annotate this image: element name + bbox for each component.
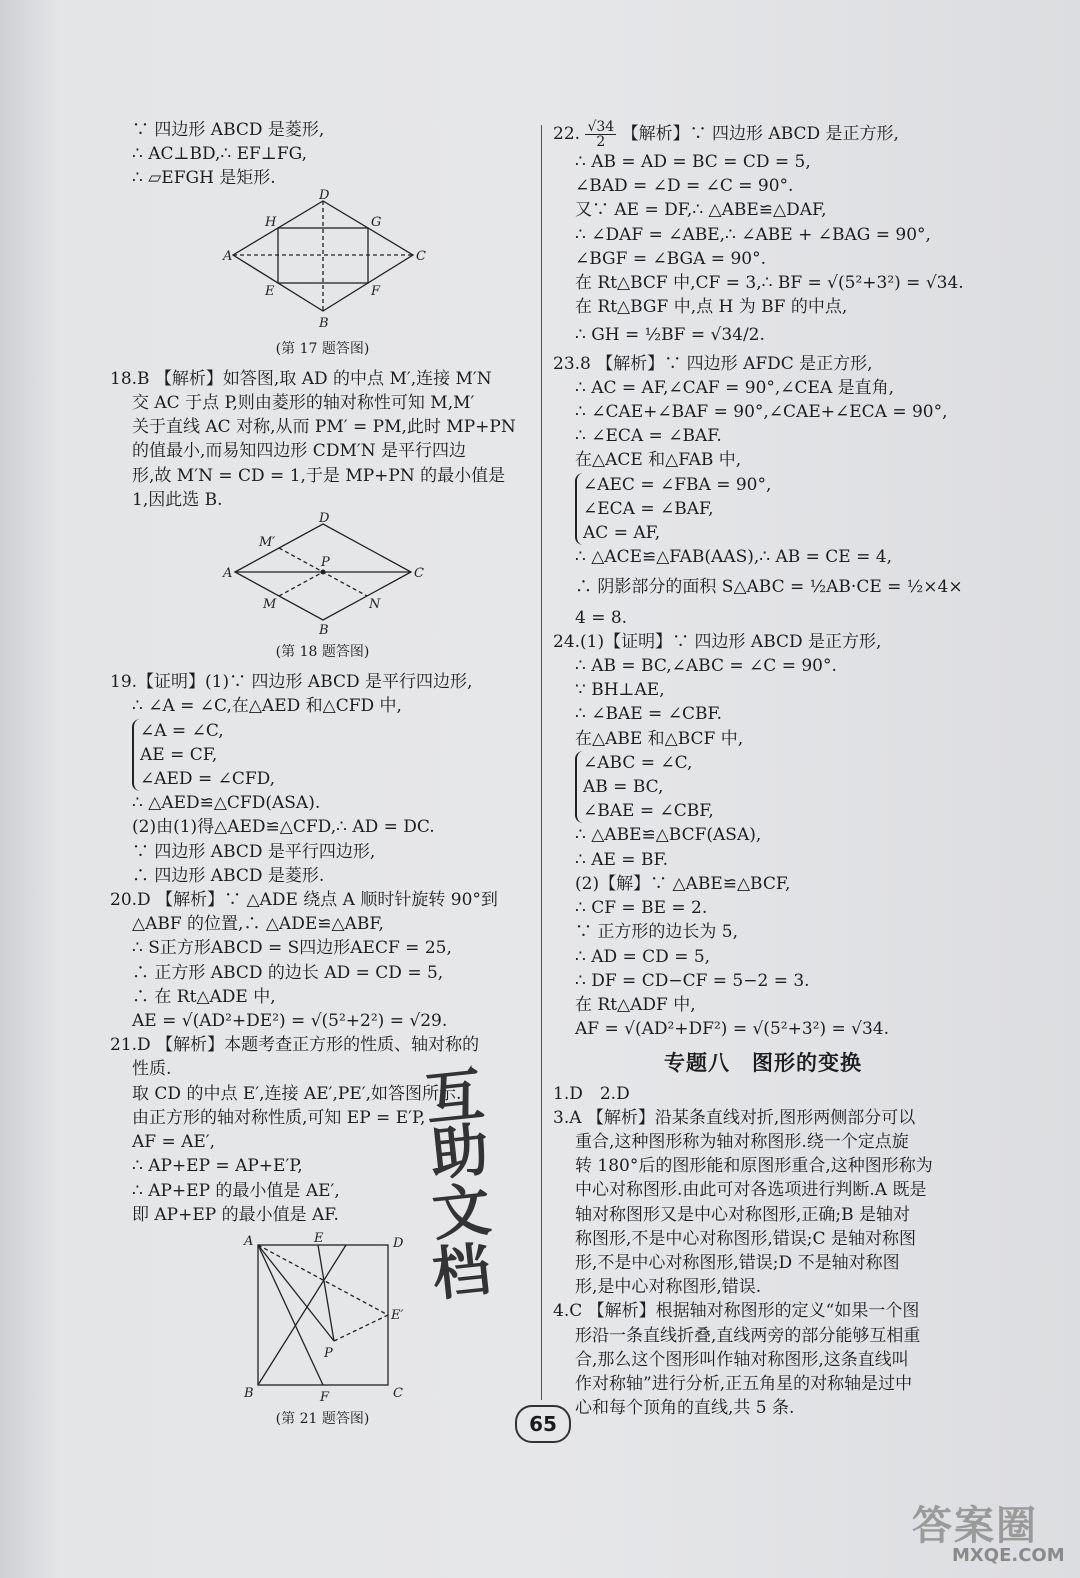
figure-caption: (第 17 题答图) (275, 340, 370, 357)
condition-brace (132, 719, 535, 792)
text-line: 性质. (132, 1059, 172, 1080)
text-line: 的值最小,而易知四边形 CDM′N 是平行四边 (132, 441, 466, 462)
label-b: B (243, 1385, 254, 1401)
text-line: ∴ GH = ½BF = √34/2. (575, 325, 765, 346)
text-line: ∴ 正方形 ABCD 的边长 AD = CD = 5, (132, 962, 444, 983)
text-line: 取 CD 的中点 E′,连接 AE′,PE′,如答图所示. (132, 1083, 462, 1104)
label-a: A (222, 248, 232, 264)
text-line: 中心对称图形.由此可对各选项进行判断.A 既是 (575, 1180, 927, 1201)
label-e-prime: E′ (390, 1307, 403, 1323)
text-line: ∴ AC = AF,∠CAF = 90°,∠CEA 是直角, (575, 377, 895, 398)
text-line: 在△ACE 和△FAB 中, (575, 450, 742, 471)
text-line: (2)由(1)得△AED≌△CFD,∴ AD = DC. (132, 817, 435, 838)
text-line: ∴ 在 Rt△ADE 中, (132, 986, 276, 1007)
question-number: 22. (553, 124, 581, 144)
text-line: AC = AF, (583, 523, 661, 544)
text-line: 3.A 【解析】沿某条直线对折,图形两侧部分可以 (553, 1107, 916, 1128)
text-line: ∴ AE = BF. (575, 849, 669, 870)
text-line: 4.C 【解析】根据轴对称图形的定义“如果一个图 (553, 1301, 920, 1322)
text-line: ∠A = ∠C, (140, 720, 224, 741)
label-c: C (415, 248, 426, 264)
text-line: ∴ ∠ECA = ∠BAF. (575, 426, 722, 447)
label-d: D (318, 187, 329, 203)
text-line: 在 Rt△BGF 中,点 H 为 BF 的中点, (575, 297, 848, 318)
text-line: 形,是中心对称图形,错误. (575, 1277, 762, 1298)
text-line: ∴ DF = CD−CF = 5−2 = 3. (575, 970, 810, 991)
segment-pe-prime (334, 1315, 388, 1341)
text-line: ∴ △ACE≌△FAB(AAS),∴ AB = CE = 4, (575, 547, 892, 568)
text-line: ∴ CF = BE = 2. (575, 898, 708, 919)
point-p (320, 570, 325, 575)
text-line: ∴ 阴影部分的面积 S△ABC = ½AB·CE = ½×4× (575, 577, 963, 598)
text-line: 重合,这种图形称为轴对称图形.绕一个定点旋 (575, 1131, 909, 1152)
figure-caption: (第 21 题答图) (275, 1410, 370, 1427)
text-line: ∠BAD = ∠D = ∠C = 90°. (575, 176, 794, 197)
figure-18 (222, 511, 424, 639)
text-line: 轴对称图形又是中心对称图形,正确;B 是轴对 (575, 1204, 911, 1225)
text-line: 4 = 8. (575, 607, 628, 628)
text-line: 合,那么这个图形叫作轴对称图形,这条直线叫 (575, 1349, 909, 1370)
text-line: ∴ AB = BC,∠ABC = ∠C = 90°. (575, 656, 837, 677)
column-divider (541, 125, 542, 1400)
text-line: AF = AE′, (132, 1132, 216, 1153)
label-a: A (243, 1233, 253, 1249)
text-line: 20.D 【解析】∵ △ADE 绕点 A 顺时针旋转 90°到 (110, 890, 498, 911)
text-line: 即 AP+EP 的最小值是 AF. (132, 1204, 339, 1225)
text-line: ∴ 四边形 ABCD 是菱形. (132, 865, 325, 886)
label-a: A (222, 566, 232, 582)
text-line: 23.8 【解析】∵ 四边形 AFDC 是正方形, (553, 353, 873, 374)
text-line: ∴ AD = CD = 5, (575, 946, 711, 967)
text-line: ∠AED = ∠CFD, (140, 769, 276, 790)
right-column (553, 118, 973, 1420)
text-line: AE = CF, (140, 744, 218, 765)
text-line: 在△ABE 和△BCF 中, (575, 728, 744, 749)
text-line: ∴ AP+EP = AP+E′P, (132, 1156, 303, 1177)
label-c: C (392, 1385, 403, 1401)
fraction-denominator: 2 (596, 134, 606, 150)
segment-ep (318, 1245, 334, 1341)
text-line: 1.D 2.D (553, 1083, 630, 1104)
figure-21 (228, 1230, 418, 1405)
condition-brace (575, 473, 973, 546)
text-line: ∴ ∠BAE = ∠CBF. (575, 704, 722, 725)
text-line: 1,因此选 B. (132, 489, 223, 510)
label-m: M (262, 597, 276, 613)
text-line: 交 AC 于点 P,则由菱形的轴对称性可知 M,M′ (132, 393, 475, 414)
text-line: 18.B 【解析】如答图,取 AD 的中点 M′,连接 M′N (110, 368, 492, 389)
text-line: ∴ AP+EP 的最小值是 AE′, (132, 1180, 340, 1201)
segment-mp (279, 572, 323, 596)
label-f: F (319, 1389, 329, 1405)
section-title: 专题八 图形的变换 (664, 1051, 862, 1076)
text-line: (2)【解】∵ △ABE≌△BCF, (575, 873, 791, 894)
text-line: ∴ △AED≌△CFD(ASA). (132, 793, 321, 814)
text-line: 19.【证明】(1)∵ 四边形 ABCD 是平行四边形, (110, 672, 473, 693)
square-abcd (258, 1245, 388, 1385)
text-line: 形,不是中心对称图形,错误;D 不是轴对称图 (575, 1252, 900, 1273)
text-line: ∠ABC = ∠C, (583, 752, 693, 773)
figure-caption: (第 18 题答图) (275, 644, 370, 661)
text-line: 又∵ AE = DF,∴ △ABE≌△DAF, (575, 200, 827, 221)
text-line: ∵ BH⊥AE, (575, 680, 665, 701)
text-line: ∠AEC = ∠FBA = 90°, (583, 474, 772, 495)
text-line (553, 118, 973, 150)
text-line: 形,故 M′N = CD = 1,于是 MP+PN 的最小值是 (132, 465, 506, 486)
text-line: AE = √(AD²+DE²) = √(5²+2²) = √29. (132, 1011, 448, 1032)
text-line: 转 180°后的图形能和原图形重合,这种图形称为 (575, 1156, 933, 1177)
text-line: 形沿一条直线折叠,直线两旁的部分能够互相重 (575, 1325, 921, 1346)
label-f: F (370, 283, 380, 299)
watermark-url: MXQE.COM (952, 1545, 1065, 1566)
text-span: 【解析】∵ 四边形 ABCD 是正方形, (621, 124, 899, 144)
text-line: 24.(1)【证明】∵ 四边形 ABCD 是正方形, (553, 631, 882, 652)
text-line: ∴ AB = AD = BC = CD = 5, (575, 152, 811, 172)
label-b: B (318, 315, 329, 331)
page-number: 65 (515, 1405, 571, 1443)
label-n: N (368, 597, 380, 613)
label-e: E (264, 283, 274, 299)
text-line: 作对称轴”进行分析,正五角星的对称轴是过中 (575, 1373, 913, 1394)
label-e: E (313, 1230, 323, 1246)
text-line: ∠BAE = ∠CBF, (583, 801, 714, 822)
text-line: ∴ ▱EFGH 是矩形. (132, 168, 276, 189)
text-line: 关于直线 AC 对称,从而 PM′ = PM,此时 MP+PN (132, 417, 516, 438)
segment-ae-prime (258, 1245, 388, 1315)
label-m-prime: M′ (258, 535, 275, 551)
label-d: D (392, 1235, 403, 1251)
text-line: ∵ 四边形 ABCD 是菱形, (132, 120, 325, 140)
text-line: ∵ 正方形的边长为 5, (575, 922, 739, 943)
text-line: ∠ECA = ∠BAF, (583, 498, 714, 519)
label-p: P (320, 555, 330, 571)
text-line: 在 Rt△BCF 中,CF = 3,∴ BF = √(5²+3²) = √34. (575, 273, 964, 294)
label-h: H (264, 214, 276, 230)
text-line: △ABF 的位置,∴ △ADE≌△ABF, (132, 914, 384, 935)
text-line: ∵ 四边形 ABCD 是平行四边形, (132, 841, 376, 862)
handwriting-char: 互 (422, 1060, 487, 1134)
text-line: ∴ △ABE≌△BCF(ASA), (575, 825, 762, 846)
text-line: AB = BC, (583, 777, 664, 798)
label-b: B (318, 623, 329, 639)
text-line: ∴ S正方形ABCD = S四边形AECF = 25, (132, 938, 452, 959)
fraction (585, 120, 616, 149)
text-line: 21.D 【解析】本题考查正方形的性质、轴对称的 (110, 1035, 480, 1056)
handwriting-char: 文 (429, 1175, 494, 1249)
watermark-text: 答案圈 (912, 1503, 1038, 1549)
figure-17 (222, 187, 426, 333)
text-line: AF = √(AD²+DF²) = √(5²+3²) = √34. (575, 1019, 890, 1040)
watermark-logo (912, 1494, 1072, 1574)
text-line: 由正方形的轴对称性质,可知 EP = E′P, (132, 1107, 426, 1128)
label-d: D (318, 511, 329, 527)
text-line: ∴ ∠CAE+∠BAF = 90°,∠CAE+∠ECA = 90°, (575, 402, 948, 423)
handwriting-char: 档 (429, 1235, 494, 1309)
text-line: ∴ ∠A = ∠C,在△AED 和△CFD 中, (132, 696, 402, 717)
text-line: 心和每个顶角的直线,共 5 条. (575, 1398, 795, 1419)
text-line: 在 Rt△ADF 中, (575, 994, 696, 1015)
segment-bf (258, 1245, 346, 1385)
condition-brace (575, 751, 973, 824)
label-p: P (323, 1345, 333, 1361)
text-line: ∴ ∠DAF = ∠ABE,∴ ∠ABE + ∠BAG = 90°, (575, 224, 931, 245)
label-g: G (370, 214, 381, 230)
text-line: ∴ AC⊥BD,∴ EF⊥FG, (132, 144, 307, 165)
text-line: ∠BGF = ∠BGA = 90°. (575, 248, 766, 269)
label-c: C (413, 566, 424, 582)
text-line: 称图形,不是中心对称图形,错误;C 是轴对称图 (575, 1228, 916, 1249)
fraction-numerator: √34 (587, 119, 615, 135)
handwriting-char: 助 (427, 1115, 492, 1189)
